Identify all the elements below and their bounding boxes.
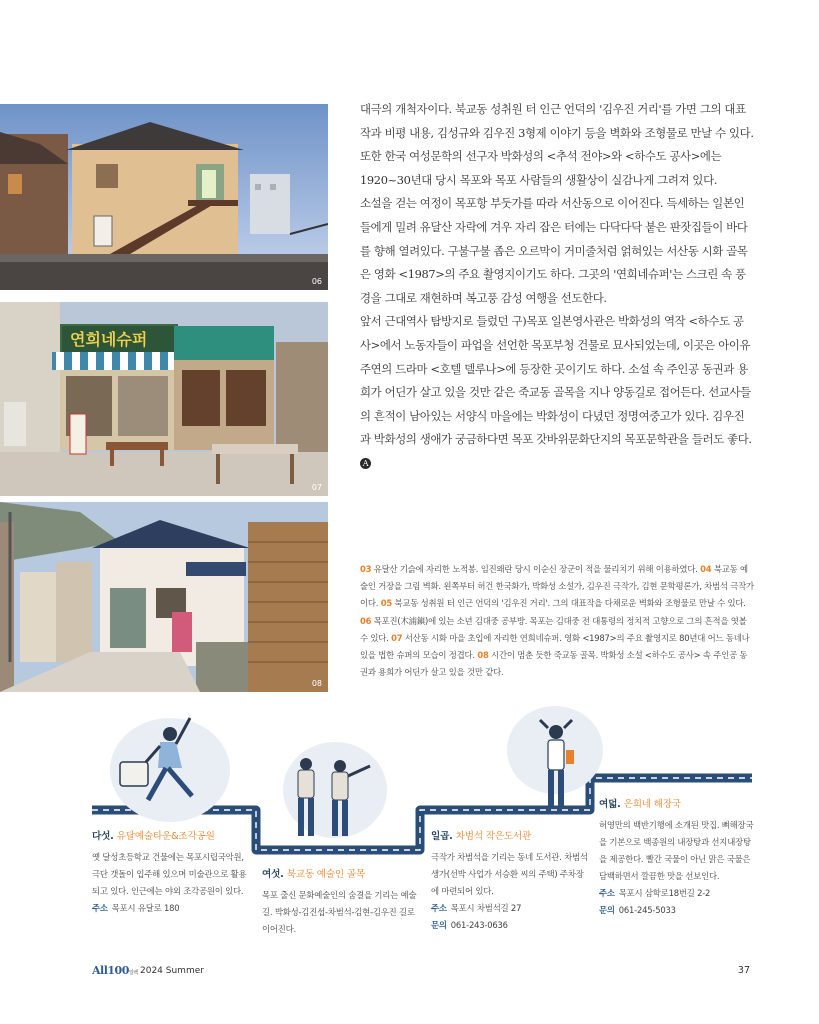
- photo-captions: [360, 561, 754, 681]
- stop-description: 허영만의 백반기행에 소개된 맛집. 뼈해장국을 기본으로 백종원의 내장탕과 선지내장탕을 제공한다. 빨간 국물이 아닌 맑은 국물은 담백하면서 깔끔한 맛을 선보인다.: [599, 820, 754, 881]
- caption-text: 유달산 기슭에 자리한 노적봉. 임진왜란 당시 이순신 장군이 적을 물리치기 위해 이용하였다.: [373, 564, 698, 574]
- stop-phone: 문의 061-243-0636: [431, 920, 508, 930]
- stop-number: 여섯.: [262, 869, 284, 880]
- stop-description: 극작가 차범석을 기리는 동네 도서관. 차범석 생가(선박 사업가 서승환 씨의 주택) 주차장에 마련되어 있다.: [431, 852, 588, 896]
- caption-number: 06: [360, 615, 372, 626]
- photo-07-yeonhui-shop: [0, 302, 328, 496]
- photo-number: 08: [311, 679, 322, 688]
- page-footer: [92, 964, 754, 980]
- stop-address: 주소 목포시 차범석길 27: [431, 903, 522, 913]
- caption-number: 08: [477, 650, 489, 661]
- paragraph: [360, 310, 754, 475]
- caption-number: 04: [700, 564, 712, 574]
- paragraph-text: 앞서 근대역사 탐방지로 들렀던 구)목포 일본영사관은 박화성의 역작 <하수도 공사>에서 노동자들이 파업을 선언한 목포부청 건물로 묘사되었는데, 이곳은 아이유 주연의 드라마 <호텔 델루나>에 등장한 곳이기도 하다. 소설 속 주인공 동권과 용희가 어딘가 살고 있을 것만 같은 죽교동 골목을 지나 양동길로 접어든다. 선교사들의 흔적이 남아있는 서양식 마을에는 박화성이 다녔던 정명여중고가 있다. 김우진과 박화성의 생애가 궁금하다면 목포 갓바위문화단지의 목포문학관을 들러도 좋다.: [360, 314, 752, 447]
- caption-text: 목포진(木浦鎭)에 있는 소년 김대중 공부방. 목포는 김대중 전 대통령의 정치적 고향으로 그의 흔적을 엿볼 수 있다.: [360, 615, 747, 643]
- caption-number: 07: [391, 632, 403, 643]
- route-stop-6: [262, 866, 420, 938]
- route-stop-5: [92, 828, 250, 917]
- stop-number: 여덟.: [599, 799, 621, 810]
- stop-number: 다섯.: [92, 831, 114, 842]
- paragraph: 소설을 걷는 여정이 목포항 부둣가를 따라 서산동으로 이어진다. 득세하는 일본인들에게 밀려 유달산 자락에 겨우 자리 잡은 터에는 다닥다닥 붙은 판잣집들이 바다를 향해 열려있다. 구불구불 좁은 오르막이 거미줄처럼 얽혀있는 서산동 시화 골목은 영화 <1987>의 주요 촬영지이기도 하다. 그곳의 '연희네슈퍼'는 스크린 속 풍경을 그대로 재현하며 복고풍 감성 여행을 선도한다.: [360, 196, 748, 305]
- photo-number: 06: [311, 277, 322, 286]
- caption-number: 03: [360, 564, 372, 574]
- caption-text: 시간이 멈춘 듯한 죽교동 골목. 박화성 소설 <하수도 공사> 속 주인공 동권과 용희가 어딘가 살고 있을 것만 같다.: [360, 650, 748, 678]
- stop-place: 유달예술타운&조각공원: [116, 831, 215, 842]
- article-body: [360, 98, 754, 476]
- caption-text: 북교동 성취원 터 인근 언덕의 '김우진 거리'. 그의 대표작을 다채로운 벽화와 조형물로 만날 수 있다.: [394, 598, 746, 609]
- caption-text: 서산동 시화 마을 초입에 자리한 연희네슈퍼. 영화 <1987>의 주요 촬영지로 80년대 어느 동네나 있을 법한 슈퍼의 모습이 정겹다.: [360, 632, 750, 661]
- stop-title: [599, 796, 757, 813]
- stop-address: 주소 목포시 유달로 180: [92, 903, 180, 913]
- paragraph: 대극의 개척자이다. 북교동 성취원 터 인근 언덕의 '김우진 거리'를 가면 그의 대표작과 비평 내용, 김성규와 김우진 3형제 이야기 등을 벽화와 조형물로 만날 수 있다. 또한 한국 여성문학의 선구자 박화성의 <추석 전야>와 <하수도 공사>에는 1920~30년대 당시 목포와 목포 사람들의 생활상이 실감나게 그려져 있다.: [360, 102, 754, 187]
- route-stop-7: [431, 828, 589, 934]
- stop-place: 차범석 작은도서관: [455, 831, 532, 842]
- stop-title: [92, 828, 250, 845]
- stop-description: 옛 달성초등학교 건물에는 목포시립국악원, 극단 갯돌이 입주해 있으며 미술관으로 활용되고 있다. 인근에는 야외 조각공원이 있다.: [92, 852, 247, 896]
- stop-title: [431, 828, 589, 845]
- stop-description: 목포 출신 문화예술인의 숨결을 기리는 예술길. 박화성-김진섭-차범석-김현-김우진 길로 이어진다.: [262, 890, 417, 934]
- stop-number: 일곱.: [431, 831, 453, 842]
- magazine-logo: All100일백: [92, 964, 138, 977]
- shop-sign-text: 연희네슈퍼: [70, 330, 148, 349]
- stop-place: 은희네 해장국: [623, 799, 681, 810]
- photo-number: 07: [311, 483, 322, 492]
- issue-label: 2024 Summer: [140, 966, 204, 976]
- stop-place: 북교동 예술인 골목: [286, 869, 365, 880]
- stop-title: [262, 866, 420, 883]
- stop-phone: 문의 061-245-5033: [599, 905, 676, 915]
- page-number: 37: [737, 965, 750, 976]
- photo-06-house: [0, 104, 328, 290]
- photo-08-alley: [0, 502, 328, 692]
- stop-address: 주소 목포시 삼학로18번길 2-2: [599, 888, 711, 898]
- end-mark-icon: A: [360, 458, 371, 469]
- caption-text: 북교동 예술인 거장을 그림 벽화. 왼쪽부터 허건 한국화가, 박화성 소설가, 김우진 극작가, 김현 문학평론가, 차범석 극작가이다.: [360, 564, 754, 609]
- caption-number: 05: [380, 598, 392, 609]
- route-stop-8: [599, 796, 757, 919]
